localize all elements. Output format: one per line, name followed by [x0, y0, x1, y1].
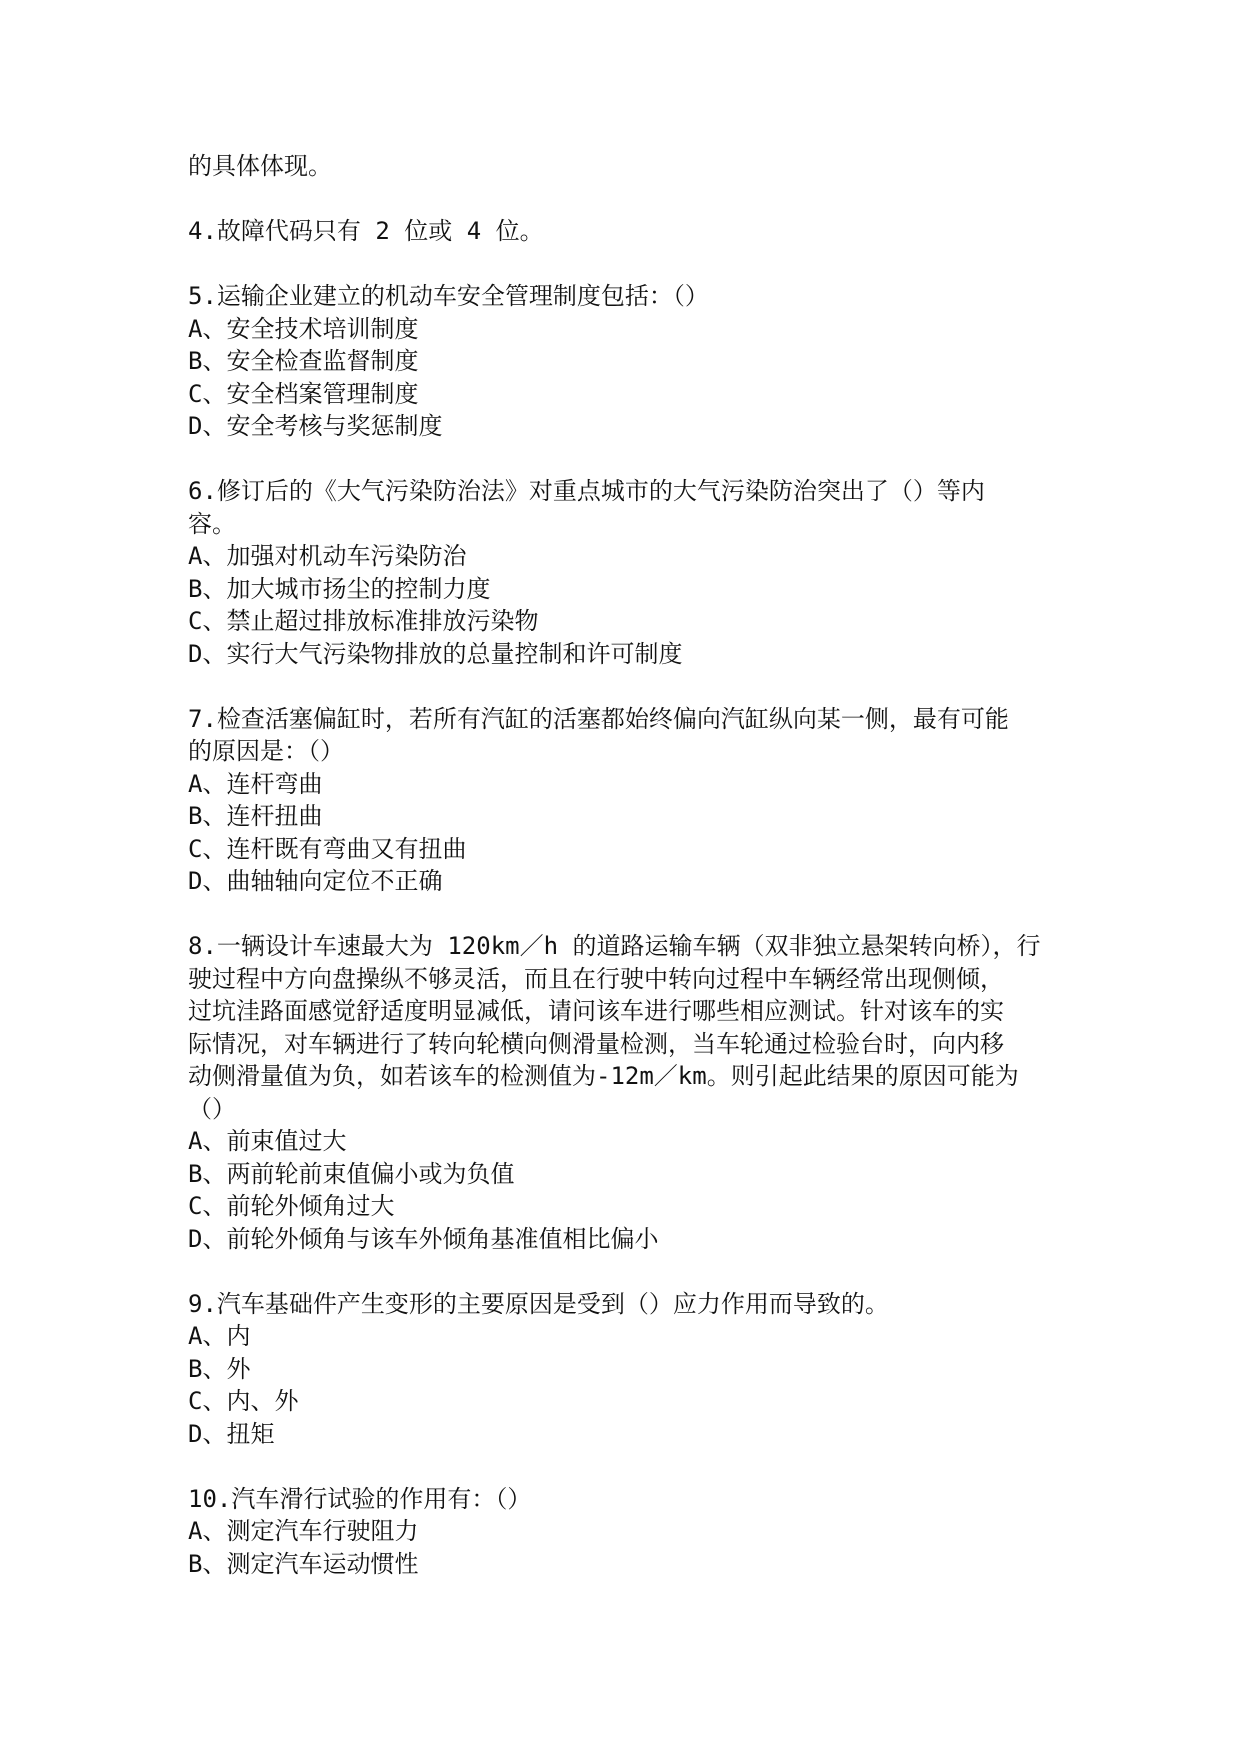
option-item: D、安全考核与奖惩制度 [188, 412, 443, 440]
question-stem-line: 8.一辆设计车速最大为 120km／h 的道路运输车辆（双非独立悬架转向桥），行 [188, 932, 1041, 960]
question-stem-line: 容。 [188, 509, 236, 538]
question-block [188, 1288, 1054, 1451]
option-item: B、安全检查监督制度 [188, 347, 419, 375]
option-item: B、连杆扭曲 [188, 802, 323, 830]
question-block [188, 475, 1054, 670]
option-list [188, 1320, 1054, 1450]
question-stem-line: 驶过程中方向盘操纵不够灵活，而且在行驶中转向过程中车辆经常出现侧倾， [188, 964, 1004, 993]
option-list [188, 1125, 1054, 1255]
question-list [188, 215, 1054, 1580]
option-item: D、实行大气污染物排放的总量控制和许可制度 [188, 639, 683, 668]
option-item: C、安全档案管理制度 [188, 379, 419, 408]
option-item: D、扭矩 [188, 1419, 275, 1448]
option-item: A、加强对机动车污染防治 [188, 542, 467, 570]
option-item: B、外 [188, 1354, 251, 1383]
question-stem-line: 10.汽车滑行试验的作用有：（） [188, 1484, 532, 1513]
option-item: C、前轮外倾角过大 [188, 1192, 395, 1220]
option-item: A、安全技术培训制度 [188, 314, 419, 343]
option-item: B、测定汽车运动惯性 [188, 1549, 419, 1578]
question-stem-line: 5.运输企业建立的机动车安全管理制度包括：（） [188, 282, 709, 310]
continuation-text: 的具体体现。 [188, 152, 332, 180]
question-stem-line: 际情况，对车辆进行了转向轮横向侧滑量检测，当车轮通过检验台时，向内移 [188, 1029, 1004, 1058]
option-item: A、内 [188, 1322, 251, 1350]
option-item: A、测定汽车行驶阻力 [188, 1517, 419, 1545]
question-stem-line: 6.修订后的《大气污染防治法》对重点城市的大气污染防治突出了（）等内 [188, 477, 985, 505]
question-stem-line: 9.汽车基础件产生变形的主要原因是受到（）应力作用而导致的。 [188, 1289, 889, 1318]
question-stem-line: 的原因是：（） [188, 737, 344, 765]
question-stem-line: 7.检查活塞偏缸时，若所有汽缸的活塞都始终偏向汽缸纵向某一侧，最有可能 [188, 704, 1009, 733]
option-list [188, 313, 1054, 443]
option-list [188, 540, 1054, 670]
option-item: C、内、外 [188, 1387, 299, 1415]
question-block [188, 703, 1054, 898]
question-stem-line: 4.故障代码只有 2 位或 4 位。 [188, 217, 544, 245]
question-block [188, 1483, 1054, 1581]
option-item: A、前束值过大 [188, 1127, 347, 1155]
option-item: C、连杆既有弯曲又有扭曲 [188, 834, 467, 863]
question-stem-line: 过坑洼路面感觉舒适度明显减低，请问该车进行哪些相应测试。针对该车的实 [188, 997, 1004, 1025]
option-item: B、加大城市扬尘的控制力度 [188, 574, 491, 603]
question-block [188, 930, 1054, 1255]
option-list [188, 1515, 1054, 1580]
option-list [188, 768, 1054, 898]
question-stem-line: 动侧滑量值为负，如若该车的检测值为-12m／km。则引起此结果的原因可能为 [188, 1062, 1019, 1090]
option-item: D、曲轴轴向定位不正确 [188, 867, 443, 895]
question-block [188, 215, 1054, 248]
option-item: C、禁止超过排放标准排放污染物 [188, 607, 539, 635]
question-stem-line: （） [188, 1094, 236, 1123]
document-content [188, 150, 1054, 1613]
continuation-paragraph [188, 150, 1054, 183]
question-block [188, 280, 1054, 443]
option-item: D、前轮外倾角与该车外倾角基准值相比偏小 [188, 1224, 659, 1253]
option-item: B、两前轮前束值偏小或为负值 [188, 1159, 515, 1188]
option-item: A、连杆弯曲 [188, 769, 323, 798]
